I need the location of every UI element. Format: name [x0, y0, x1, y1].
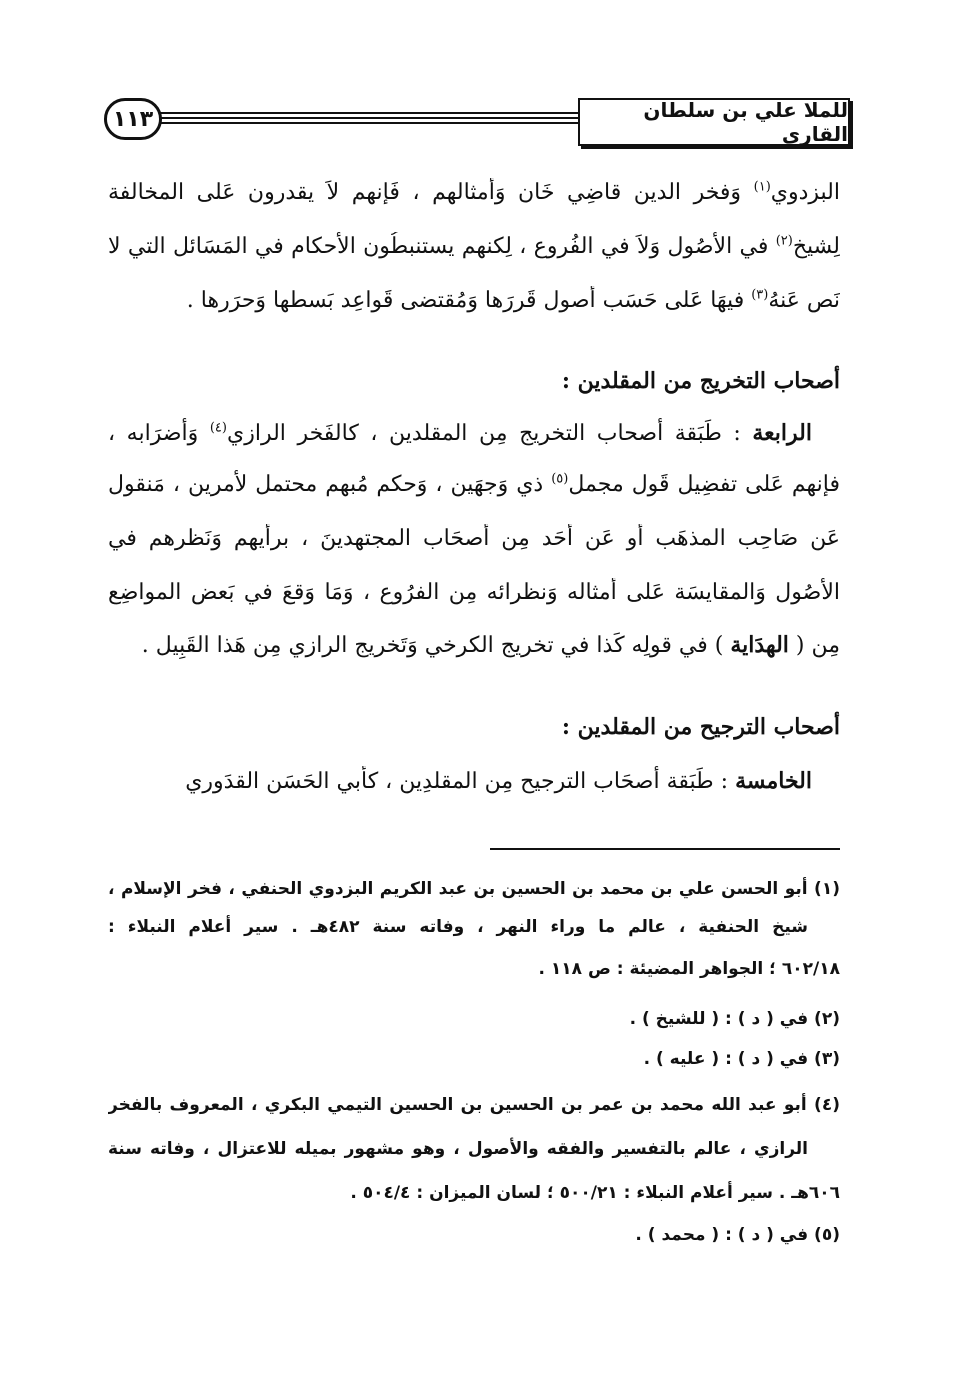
footnote-3: (٣) في ( د ) : ( عليه ) .: [643, 1049, 840, 1069]
footnote-ref[interactable]: (١): [753, 179, 771, 195]
body-line: مِن ( الهدَاية ) في قولِه كَذا في تخريج الكرخي وَتَخريج الرازي مِن هَذا القَبِيل .: [141, 632, 840, 658]
footnote-ref[interactable]: (٢): [775, 233, 793, 249]
body-line: فإنهم عَلى تفضِيل قَول مجمل$^{(٥)}$ ذي وَجهَين ، وَحكم مُبهم محتمل لأمرين ، مَنقول: [108, 471, 840, 497]
footnote-4-cont: ٦٠٦هـ . سير أعلام النبلاء : ٥٠٠/٢١ ؛ لسان الميزان : ٥٠٤/٤ .: [350, 1183, 840, 1203]
footnote-ref[interactable]: (٤): [209, 420, 227, 436]
footnote-ref[interactable]: (٣): [751, 287, 769, 303]
body-line: عَن صَاحِب المذهَب أو عَن أحَد مِن أصحَاب المجتهدينَ ، برأيهم وَنَظرهم في: [108, 526, 840, 551]
page-number: ١١٣: [104, 98, 162, 140]
body-line: البزدوي$^{(١)}$ وَفخر الدين قاضِي خَان وَأمثالهم ، فَإنهم لاَ يقدرون عَلى المخالفة: [108, 179, 840, 205]
body-line: لِشيخ$^{(٢)}$ في الأصُول وَلاَ في الفُروع ، لِكنهم يستنبطُون الأحكام في المَسَائل التي لا: [108, 233, 840, 259]
body-line: الخامسة : طَبَقة أصحَاب الترجيح مِن المقلدِين ، كأبي الحَسَن القدَوري: [185, 768, 812, 794]
footnote-5: (٥) في ( د ) : ( محمد ) .: [635, 1225, 840, 1245]
body-line: الأصُول وَالمقايسَة عَلى أمثاله وَنظرائه مِن الفرُوع ، وَمَا وَقعَ في بَعض المواضِع: [108, 580, 840, 605]
body-line: الرابعة : طَبَقة أصحاب التخريج مِن المقلدين ، كالفَخر الرازي$^{(٤)}$ وَأضرَابه ،: [108, 420, 812, 446]
footnote-4: (٤) أبو عبد الله محمد بن عمر بن الحسين بن الحسين التيمي البكري ، المعروف بالفخر: [108, 1095, 840, 1115]
running-header-title: للملا علي بن سلطان القاري: [578, 98, 850, 146]
footnote-1-cont: شيخ الحنفية ، عالم ما وراء النهر ، وفاته سنة ٤٨٢هـ . سير أعلام النبلاء :: [108, 917, 808, 937]
section-heading: أصحاب التخريج من المقلدين :: [561, 368, 840, 394]
footnote-1: (١) أبو الحسن علي بن محمد بن الحسين بن عبد الكريم البزدوي الحنفي ، فخر الإسلام ،: [108, 879, 840, 899]
footnote-2: (٢) في ( د ) : ( للشيخ ) .: [629, 1009, 840, 1029]
footnote-ref[interactable]: (٥): [551, 471, 569, 487]
section-heading: أصحاب الترجيح من المقلدين :: [561, 714, 840, 740]
footnote-1-cont: ٦٠٢/١٨ ؛ الجواهر المضيئة : ص ١١٨ .: [538, 959, 840, 979]
footnote-4-cont: الرازي ، عالم بالتفسير والفقه والأصول ، وهو مشهور بميله للاعتزال ، وفاته سنة: [108, 1139, 808, 1159]
body-line: نَص عَنهُ$^{(٣)}$ فيهَا عَلى حَسَب أصول قَررَها وَمُقتضى قَواعِد بَسطها وَحرَرها .: [186, 287, 840, 313]
footnote-separator: [490, 848, 840, 850]
